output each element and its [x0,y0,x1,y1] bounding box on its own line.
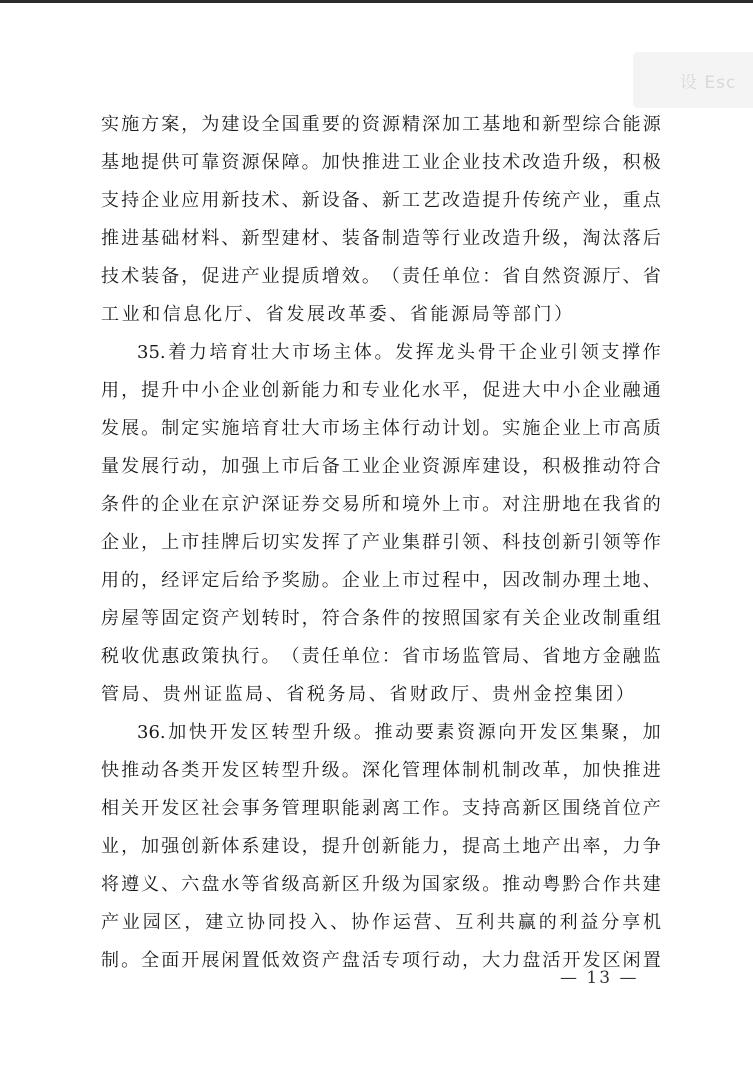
text-line: 支 持 企 业 应 用 新 技 术 、 新 设 备 、 新 工 艺 改 造 提 升 传 统 产 业 ， 重 点 [101,190,661,211]
top-border [0,0,753,3]
text-line: 税 收 优 惠 政 策 执 行 。 （ 责 任 单 位 ： 省 市 场 监 管 局 、 省 地 方 金 融 监 [101,646,661,667]
text-line: 发 展 。 制 定 实 施 培 育 壮 大 市 场 主 体 行 动 计 划 。 实 施 企 业 上 市 高 质 [101,418,661,439]
document-body [101,106,661,980]
text-line: 相 关 开 发 区 社 会 事 务 管 理 职 能 剥 离 工 作 。 支 持 高 新 区 围 绕 首 位 产 [101,798,661,819]
text-line: 快 推 动 各 类 开 发 区 转 型 升 级 。 深 化 管 理 体 制 机 制 改 革 ， 加 快 推 进 [101,760,661,781]
text-line: 技 术 装 备 ， 促 进 产 业 提 质 增 效 。 （ 责 任 单 位 ： 省 自 然 资 源 厅 、 省 [101,266,661,287]
text-line: 推 进 基 础 材 料 、 新 型 建 材 、 装 备 制 造 等 行 业 改 造 升 级 ， 淘 汰 落 后 [101,228,661,249]
text-line: 制 。 全 面 开 展 闲 置 低 效 资 产 盘 活 专 项 行 动 ， 大 力 盘 活 开 发 区 闲 置 [101,950,661,971]
text-line: 36. 加 快 开 发 区 转 型 升 级 。 推 动 要 素 资 源 向 开 发 区 集 聚 ， 加 [137,722,661,743]
text-line: 管 局 、 贵 州 证 监 局 、 省 税 务 局 、 省 财 政 厅 、 贵 州 金 控 集 团 ） [101,684,634,705]
text-line: 用 的 ， 经 评 定 后 给 予 奖 励 。 企 业 上 市 过 程 中 ， 因 改 制 办 理 土 地 、 [101,570,661,591]
text-line: 业 ， 加 强 创 新 体 系 建 设 ， 提 升 创 新 能 力 ， 提 高 土 地 产 出 率 ， 力 争 [101,836,661,857]
text-line: 基 地 提 供 可 靠 资 源 保 障 。 加 快 推 进 工 业 企 业 技 术 改 造 升 级 ， 积 极 [101,152,661,173]
text-line: 条 件 的 企 业 在 京 沪 深 证 券 交 易 所 和 境 外 上 市 。 对 注 册 地 在 我 省 的 [101,494,661,515]
page-number: — 13 — [560,968,639,988]
text-line: 产 业 园 区 ， 建 立 协 同 投 入 、 协 作 运 营 、 互 利 共 赢 的 利 益 分 享 机 [101,912,661,933]
text-line: 工 业 和 信 息 化 厅 、 省 发 展 改 革 委 、 省 能 源 局 等 部 门 ） [101,304,573,325]
text-line: 35. 着 力 培 育 壮 大 市 场 主 体 。 发 挥 龙 头 骨 干 企 业 引 领 支 撑 作 [137,342,661,363]
text-line: 用 ， 提 升 中 小 企 业 创 新 能 力 和 专 业 化 水 平 ， 促 进 大 中 小 企 业 融 通 [101,380,661,401]
text-line: 将 遵 义 、 六 盘 水 等 省 级 高 新 区 升 级 为 国 家 级 。 推 动 粤 黔 合 作 共 建 [101,874,661,895]
overlay-label: 设 Esc [680,73,737,93]
text-line: 房 屋 等 固 定 资 产 划 转 时 ， 符 合 条 件 的 按 照 国 家 有 关 企 业 改 制 重 组 [101,608,661,629]
text-line: 量 发 展 行 动 ， 加 强 上 市 后 备 工 业 企 业 资 源 库 建 设 ， 积 极 推 动 符 合 [101,456,661,477]
text-line: 实 施 方 案 ， 为 建 设 全 国 重 要 的 资 源 精 深 加 工 基 地 和 新 型 综 合 能 源 [101,114,661,135]
text-line: 企 业 ， 上 市 挂 牌 后 切 实 发 挥 了 产 业 集 群 引 领 、 科 技 创 新 引 领 等 作 [101,532,661,553]
